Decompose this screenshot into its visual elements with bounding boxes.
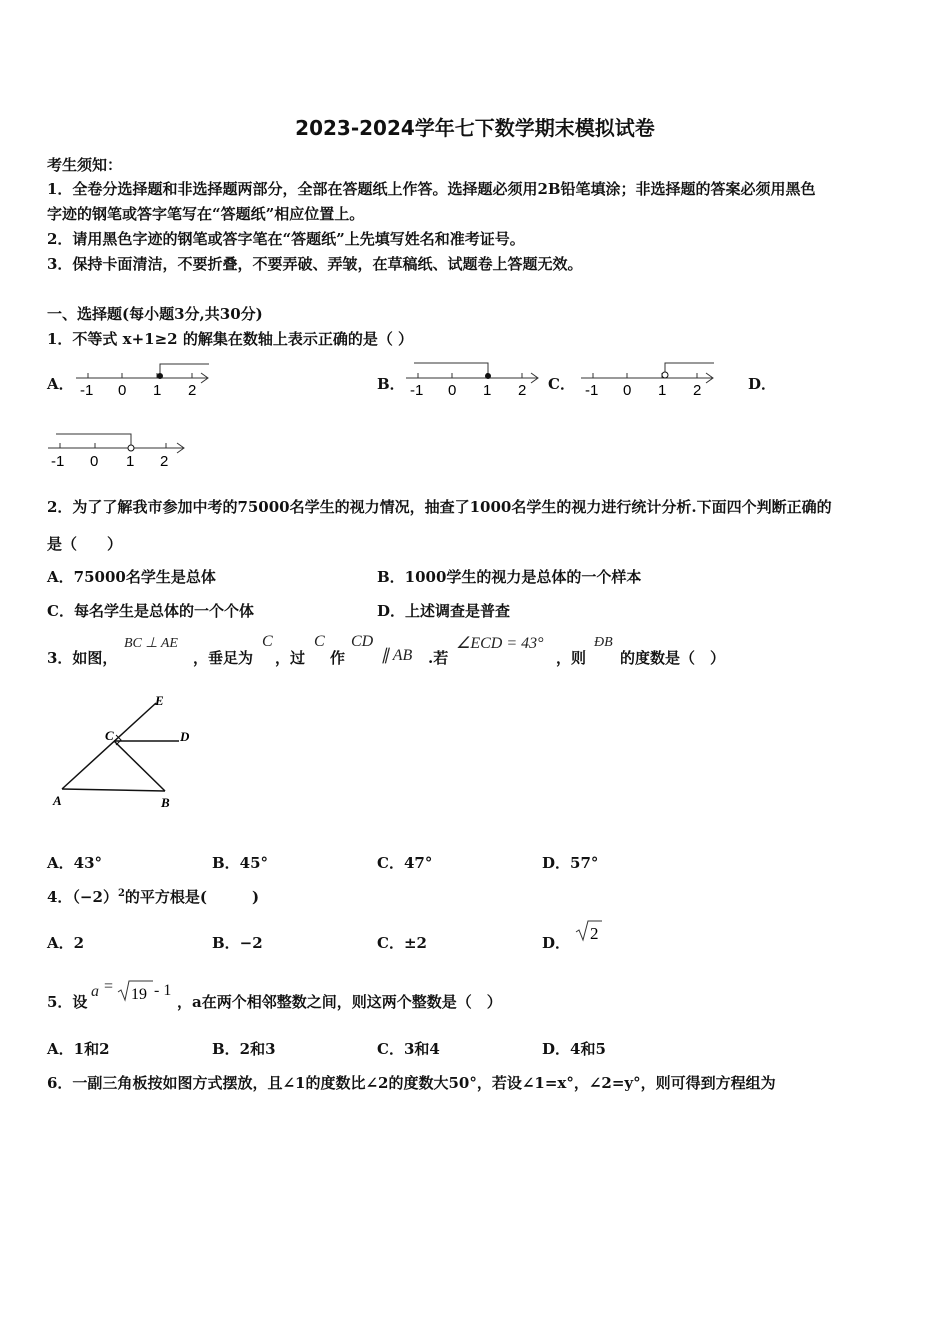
tick-label: 1 [153,382,162,399]
q3-option-c: C．47° [377,854,433,872]
math-expression: C [314,633,325,650]
question-3-text: 作 [330,649,346,667]
q1-option-a-label: A． [47,375,74,393]
question-3-stem: 3．如图， [47,649,118,667]
math-expression: = [104,978,114,995]
number-line-c [579,360,719,400]
math-expression: - 1 [154,982,172,999]
number-line-b [404,360,544,400]
question-4-stem [47,886,259,907]
question-1-stem: 1．不等式 x+1≥2 的解集在数轴上表示正确的是（ ） [47,330,414,348]
tick-label: 1 [658,382,667,399]
tick-label: 1 [126,453,135,470]
tick-label: 0 [90,453,99,470]
tick-label: 0 [118,382,127,399]
math-expression: a [91,983,99,1000]
q1-option-d-label: D． [748,375,777,393]
tick-label: -1 [410,382,424,399]
math-expression: C [262,633,273,650]
radicand: 2 [590,924,599,943]
q5-option-b: B．2和3 [212,1040,276,1058]
tick-label: -1 [80,382,94,399]
q2-option-a: A．75000名学生是总体 [47,568,216,586]
q4-option-c: C．±2 [377,934,427,952]
question-3-text: ，垂足为 [193,649,254,667]
question-6-stem: 6．一副三角板按如图方式摆放，且∠1的度数比∠2的度数大50°，若设∠1=x°，∠2=y°，则可得到方程组为 [47,1074,776,1092]
geometry-figure [48,685,218,819]
q2-option-d: D．上述调查是普查 [377,602,511,620]
math-expression: ÐB [594,635,613,650]
section-heading: 一、选择题(每小题3分,共30分) [47,305,263,323]
tick-label: 0 [448,382,457,399]
q1-option-c-label: C． [548,375,575,393]
tick-label: 2 [188,382,197,399]
tick-label: 2 [518,382,527,399]
math-expression: ∠ECD = 43° [456,635,544,652]
question-3-text: ，则 [556,649,587,667]
q4-option-a: A．2 [47,934,85,952]
question-4-text: 的平方根是( ) [124,888,260,906]
q5-option-d: D．4和5 [542,1040,606,1058]
q3-option-d: D．57° [542,854,599,872]
question-3-text: 的度数是（ ） [620,649,726,667]
math-expression: ∥ AB [381,647,413,664]
math-expression: BC ⊥ AE [124,636,178,651]
figure-label-e: E [155,693,164,708]
question-2-stem: 2．为了了解我市参加中考的75000名学生的视力情况，抽查了1000名学生的视力进行统计分析.下面四个判断正确的 [47,498,832,516]
exponent: 2 [117,888,125,899]
q5-option-c: C．3和4 [377,1040,440,1058]
tick-label: -1 [51,453,65,470]
q1-option-b-label: B． [377,375,405,393]
number-line-d [46,431,191,471]
q4-option-b: B．−2 [212,934,263,952]
tick-label: 1 [483,382,492,399]
figure-label-c: C [105,728,114,743]
sqrt-expression [117,978,157,1008]
figure-label-b: B [161,795,170,810]
q3-option-b: B．45° [212,854,269,872]
notice-item: 3．保持卡面清洁，不要折叠，不要弄破、弄皱，在草稿纸、试题卷上答题无效。 [47,255,583,273]
tick-label: 2 [693,382,702,399]
figure-label-d: D [180,729,190,744]
question-3-text: ，过 [275,649,306,667]
q4-option-d: D． [542,934,571,952]
sqrt-expression [574,918,604,948]
question-2-stem-cont: 是（ ） [47,535,123,553]
question-5-stem: 5．设 [47,993,88,1011]
notice-item: 1．全卷分选择题和非选择题两部分，全部在答题纸上作答。选择题必须用2B铅笔填涂；非选择题的答案必须用黑色 [47,180,816,198]
question-3-text: .若 [428,649,449,667]
q5-option-a: A．1和2 [47,1040,110,1058]
q2-option-b: B．1000学生的视力是总体的一个样本 [377,568,642,586]
tick-label: 2 [160,453,169,470]
question-4-text: 4．（−2） [47,888,118,906]
tick-label: -1 [585,382,599,399]
number-line-a [74,360,214,400]
math-expression: CD [351,633,374,650]
notice-item: 2．请用黑色字迹的钢笔或答字笔在“答题纸”上先填写姓名和准考证号。 [47,230,525,248]
q2-option-c: C．每名学生是总体的一个个体 [47,602,254,620]
notice-heading: 考生须知： [47,156,123,174]
page-title: 2023-2024学年七下数学期末模拟试卷 [295,116,655,140]
q3-option-a: A．43° [47,854,103,872]
question-5-text: ，a在两个相邻整数之间，则这两个整数是（ ） [177,993,502,1011]
figure-label-a: A [53,793,62,808]
radicand: 19 [131,986,147,1003]
tick-label: 0 [623,382,632,399]
notice-item: 字迹的钢笔或答字笔写在“答题纸”相应位置上。 [47,205,365,223]
